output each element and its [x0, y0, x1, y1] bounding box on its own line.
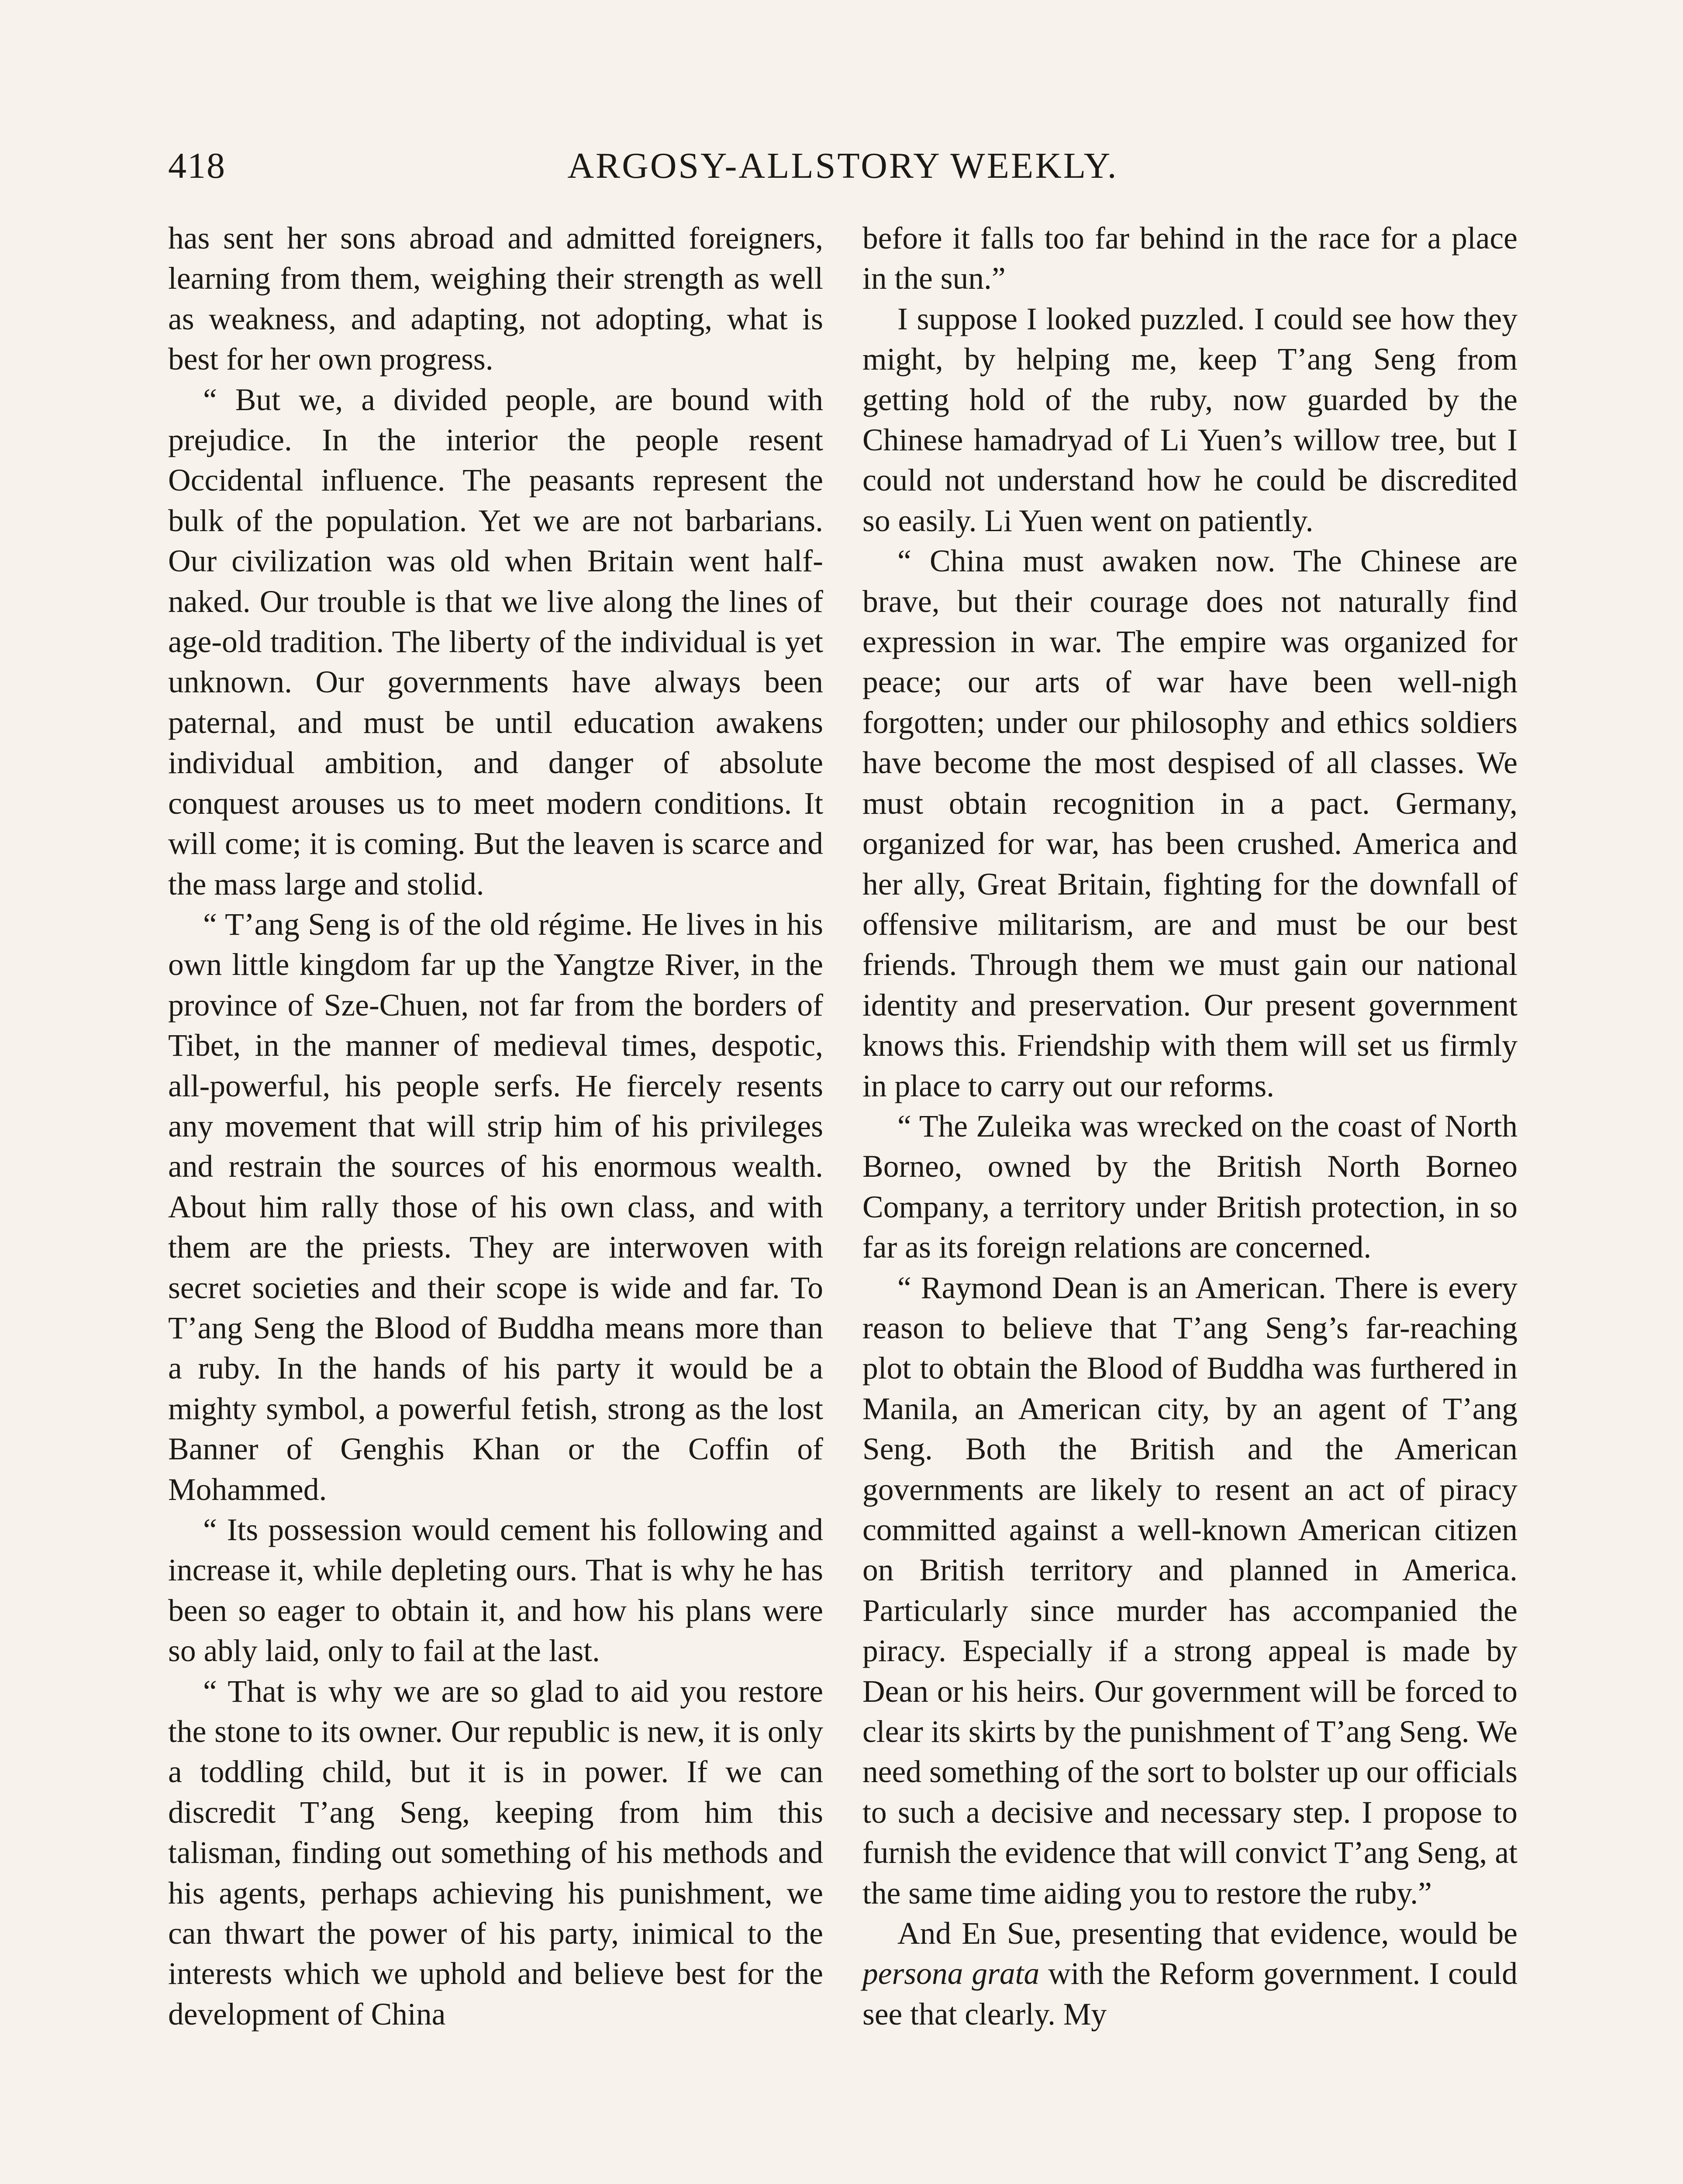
paragraph: “ Raymond Dean is an American. There is every reason to believe that T’ang Seng’s far-reaching plot to obtain the Blood of Buddha was furthered in Manila, an American city, by an agent of T’ang Seng. Both the British and the American governments are likely to resent an act of piracy committed against a well-known American citizen on British territory and planned in America. Particularly since murder has accompanied the piracy. Especially if a strong appeal is made by Dean or his heirs. Our government will be forced to clear its skirts by the punishment of T’ang Seng. We need something of the sort to bolster up our officials to such a decisive and necessary step. I propose to furnish the evidence that will convict T’ang Seng, at the same time aiding you to restore the ruby.”: [862, 1270, 1517, 1911]
right-column: [862, 218, 1517, 2035]
paragraph: “ Its possession would cement his following and increase it, while depleting ours. That is why he has been so eager to obtain it, and how his plans were so ably laid, only to fail at the last.: [168, 1513, 823, 1669]
paragraph: “ But we, a divided people, are bound with prejudice. In the interior the people resent Occidental influence. The peasants represent the bulk of the population. Yet we are not barbarians. Our civilization was old when Britain went half-naked. Our trouble is that we live along the lines of age-old tradition. The liberty of the individual is yet unknown. Our governments have always been paternal, and must be until education awakens individual ambition, and danger of absolute conquest arouses us to meet modern conditions. It will come; it is coming. But the leaven is scarce and the mass large and stolid.: [168, 382, 823, 902]
page-header: [168, 142, 1517, 190]
paragraph: “ T’ang Seng is of the old régime. He lives in his own little kingdom far up the Yangtze River, in the province of Sze-Chuen, not far from the borders of Tibet, in the manner of medieval times, despotic, all-powerful, his people serfs. He fiercely resents any movement that will strip him of his privileges and restrain the sources of his enormous wealth. About him rally those of his own class, and with them are the priests. They are interwoven with secret societies and their scope is wide and far. To T’ang Seng the Blood of Buddha means more than a ruby. In the hands of his party it would be a mighty symbol, a powerful fetish, strong as the lost Banner of Genghis Khan or the Coffin of Mohammed.: [168, 907, 823, 1507]
paragraph: has sent her sons abroad and admitted foreigners, learning from them, weighing their strength as well as weakness, and adapting, not adopting, what is best for her own progress.: [168, 221, 823, 377]
left-column: [168, 218, 823, 2035]
paragraph-last: [862, 1914, 1517, 2035]
page-number: 418: [168, 145, 226, 186]
running-head: ARGOSY-ALLSTORY WEEKLY.: [567, 145, 1118, 186]
paragraph: I suppose I looked puzzled. I could see how they might, by helping me, keep T’ang Seng from getting hold of the ruby, now guarded by the Chinese hamadryad of Li Yuen’s willow tree, but I could not understand how he could be discredited so easily. Li Yuen went on patiently.: [862, 301, 1517, 538]
paragraph: “ The Zuleika was wrecked on the coast of North Borneo, owned by the British North Borneo Company, a territory under British protection, in so far as its foreign relations are concerned.: [862, 1109, 1517, 1265]
italic-phrase: persona grata: [862, 1956, 1040, 1991]
paragraph: “ China must awaken now. The Chinese are brave, but their courage does not naturally find expression in war. The empire was organized for peace; our arts of war have been well-nigh forgotten; under our philosophy and ethics soldiers have become the most despised of all classes. We must obtain recognition in a pact. Germany, organized for war, has been crushed. America and her ally, Great Britain, fighting for the downfall of offensive militarism, are and must be our best friends. Through them we must gain our national identity and preservation. Our present government knows this. Friendship with them will set us firmly in place to carry out our reforms.: [862, 544, 1517, 1103]
text-run: with the Reform government. I could see that clearly. My: [862, 1956, 1518, 2032]
text-run: And En Sue, presenting that evidence, would be: [897, 1916, 1517, 1951]
paragraph: “ That is why we are so glad to aid you restore the stone to its owner. Our republic is new, it is only a toddling child, but it is in power. If we can discredit T’ang Seng, keeping from him this talisman, finding out something of his methods and his agents, perhaps achieving his punishment, we can thwart the power of his party, inimical to the interests which we uphold and believe best for the development of China: [168, 1674, 823, 2032]
paragraph: before it falls too far behind in the race for a place in the sun.”: [862, 221, 1517, 296]
